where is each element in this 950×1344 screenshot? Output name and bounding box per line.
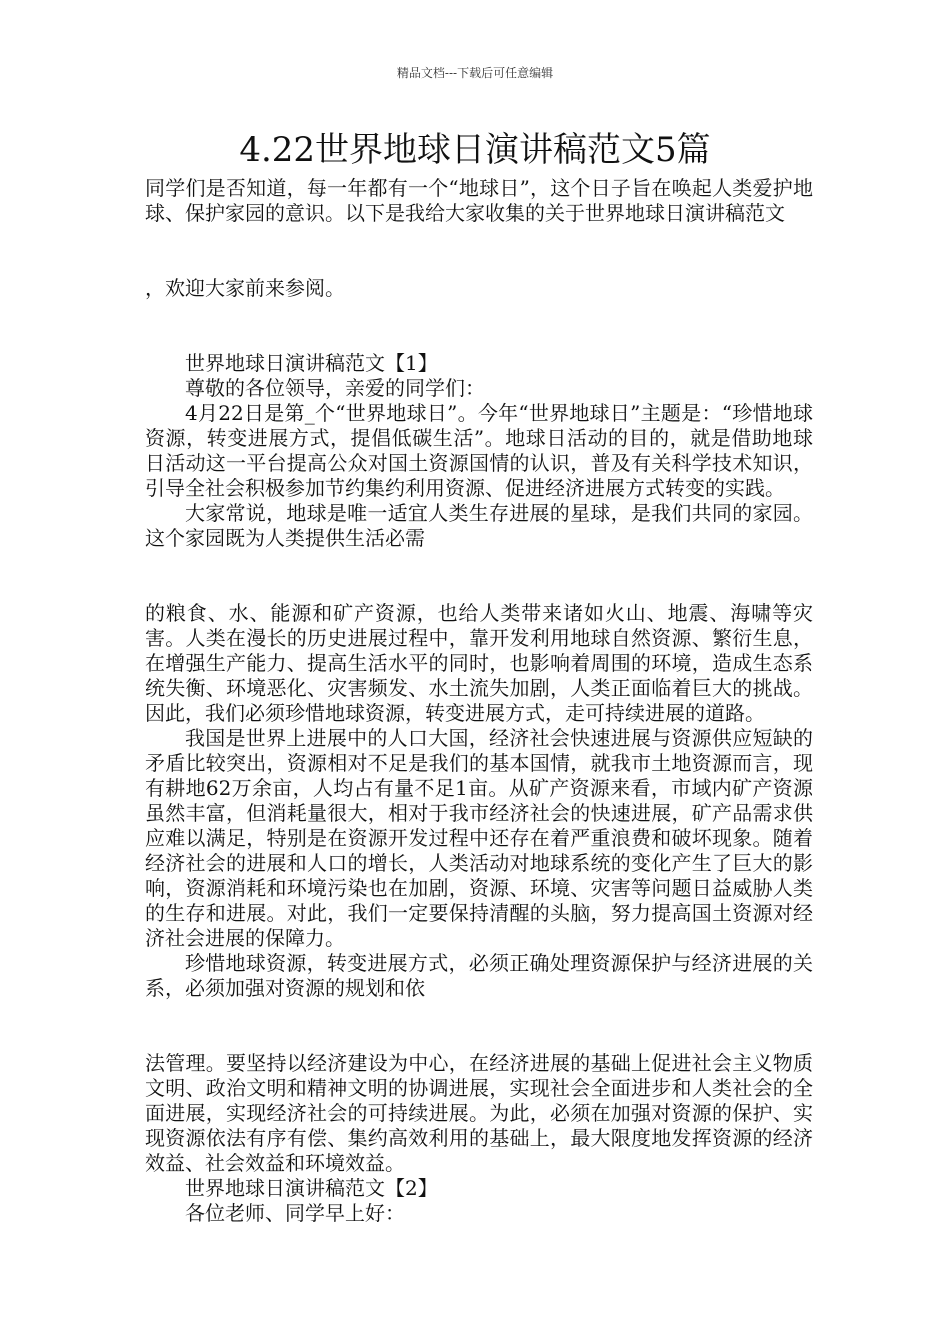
section-heading-2: 世界地球日演讲稿范文【2】 [185, 1176, 438, 1200]
spacer [145, 226, 813, 276]
salutation-2: 各位老师、同学早上好： [185, 1201, 405, 1225]
section-heading-1: 世界地球日演讲稿范文【1】 [185, 351, 438, 375]
document-title: 4.22世界地球日演讲稿范文5篇 [239, 130, 711, 170]
salutation-1: 尊敬的各位领导，亲爱的同学们： [185, 376, 485, 400]
body-paragraph-continued: 法管理。要坚持以经济建设为中心，在经济进展的基础上促进社会主义物质文明、政治文明和精神文明的协调进展，实现社会全面进步和人类社会的全面进展，实现经济社会的可持续进展。为此，必须在加强对资源的保护、实现资源依法有序有偿、集约高效利用的基础上，最大限度地发挥资源的经济效益、社会效益和环境效益。 [145, 1051, 813, 1175]
spacer [145, 551, 813, 601]
spacer [145, 1001, 813, 1051]
document-body [145, 176, 813, 1226]
body-paragraph: 我国是世界上进展中的人口大国，经济社会快速进展与资源供应短缺的矛盾比较突出，资源相对不足是我们的基本国情，就我市土地资源而言，现有耕地62万余亩，人均占有量不足1亩。从矿产资源来看，市域内矿产资源虽然丰富，但消耗量很大，相对于我市经济社会的快速进展，矿产品需求供应难以满足，特别是在资源开发过程中还存在着严重浪费和破坏现象。随着经济社会的进展和人口的增长，人类活动对地球系统的变化产生了巨大的影响，资源消耗和环境污染也在加剧，资源、环境、灾害等问题日益威胁人类的生存和进展。对此，我们一定要保持清醒的头脑，努力提高国土资源对经济社会进展的保障力。 [145, 726, 813, 950]
body-paragraph: 珍惜地球资源，转变进展方式，必须正确处理资源保护与经济进展的关系，必须加强对资源的规划和依 [145, 951, 813, 1000]
body-paragraph-continued: 的粮食、水、能源和矿产资源，也给人类带来诸如火山、地震、海啸等灾害。人类在漫长的历史进展过程中，靠开发利用地球自然资源、繁衍生息，在增强生产能力、提高生活水平的同时，也影响着周围的环境，造成生态系统失衡、环境恶化、灾害频发、水土流失加剧，人类正面临着巨大的挑战。因此，我们必须珍惜地球资源，转变进展方式，走可持续进展的道路。 [145, 601, 813, 725]
page-header: 精品文档---下载后可任意编辑 [396, 66, 554, 80]
intro-paragraph-continued: ，欢迎大家前来参阅。 [145, 276, 345, 300]
intro-paragraph: 同学们是否知道，每一年都有一个“地球日”，这个日子旨在唤起人类爱护地球、保护家园的意识。以下是我给大家收集的关于世界地球日演讲稿范文 [145, 176, 813, 225]
spacer [145, 301, 813, 351]
body-paragraph: 大家常说，地球是唯一适宜人类生存进展的星球，是我们共同的家园。这个家园既为人类提供生活必需 [145, 501, 813, 550]
body-paragraph: 4月22日是第_个“世界地球日”。今年“世界地球日”主题是：“珍惜地球资源，转变进展方式，提倡低碳生活”。地球日活动的目的，就是借助地球日活动这一平台提高公众对国土资源国情的认识，普及有关科学技术知识，引导全社会积极参加节约集约利用资源、促进经济进展方式转变的实践。 [145, 401, 813, 500]
